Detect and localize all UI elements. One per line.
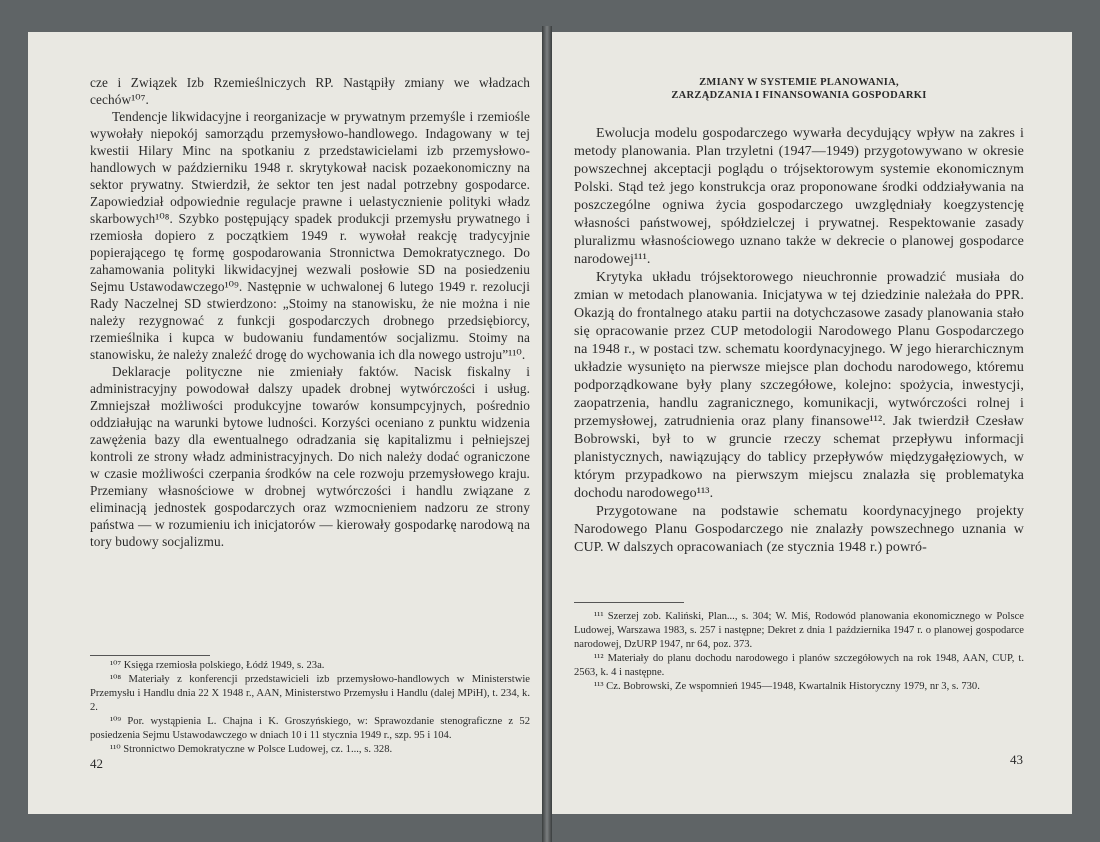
right-paragraph-3: Przygotowane na podstawie schematu koordynacyjnego projekty Narodowego Planu Gospodarczego nie znalazły powszechnego uznania w CUP. W dalszych opracowaniach (ze stycznia 1948 r.) powró- xyxy=(574,504,1024,555)
right-page xyxy=(552,32,1072,814)
right-body-text xyxy=(574,125,1024,557)
section-heading-line-2: ZARZĄDZANIA I FINANSOWANIA GOSPODARKI xyxy=(671,90,927,101)
footnote-112: ¹¹² Materiały do planu dochodu narodowego i planów szczegółowych na rok 1948, AAN, CUP, t. 2563, k. 4 i następne. xyxy=(574,653,1024,678)
footnote-108: ¹⁰⁸ Materiały z konferencji przedstawicieli izb przemysłowo-handlowych w Ministerstwie Przemysłu i Handlu dnia 22 X 1948 r., AAN, Ministerstwo Przemysłu i Handlu (dalej MPiH), t. 234, k. 2. xyxy=(90,674,530,713)
left-paragraph-3: Deklaracje polityczne nie zmieniały faktów. Nacisk fiskalny i administracyjny powodował dalszy upadek drobnej wytwórczości i usług. Zmniejszał możliwości produkcyjne towarów konsumpcyjnych, pośrednio oddziałując na warunki bytowe ludności. Korzyści oceniano z punktu widzenia zawężenia bazy dla ewentualnego odradzania się kapitalizmu i pełniejszej kontroli ze strony władz administracyjnych. Do nich należy dodać ograniczone w czasie możliwości czerpania środków na cele rozwoju przemysłowego kraju. Przemiany własnościowe w drobnej wytwórczości i handlu związane z eliminacją jednostek gospodarczych oraz wzmocnieniem nadzoru ze strony państwa — w rozumieniu ich inicjatorów — kierowały gospodarkę narodową na tory budowy socjalizmu. xyxy=(90,364,530,549)
right-footnote-rule xyxy=(574,602,684,603)
right-footnotes xyxy=(574,610,1024,694)
left-body-text xyxy=(90,74,530,550)
footnote-109: ¹⁰⁹ Por. wystąpienia L. Chajna i K. Groszyńskiego, w: Sprawozdanie stenograficzne z 52 posiedzenia Sejmu Ustawodawczego w dniach 10 i 11 stycznia 1949 r., szp. 95 i 104. xyxy=(90,716,530,741)
footnote-107: ¹⁰⁷ Księga rzemiosła polskiego, Łódź 1949, s. 23a. xyxy=(110,660,325,671)
footnote-111: ¹¹¹ Szerzej zob. Kaliński, Plan..., s. 304; W. Miś, Rodowód planowania ekonomicznego w Polsce Ludowej, Warszawa 1983, s. 257 i następne; Dekret z dnia 1 października 1947 r. o planowej gospodarce narodowej, DzURP 1947, nr 64, poz. 373. xyxy=(574,611,1024,650)
right-paragraph-2: Krytyka układu trójsektorowego nieuchronnie prowadzić musiała do zmian w metodach planowania. Inicjatywa w tej dziedzinie należała do PPR. Okazją do frontalnego ataku partii na dotychczasowe zasady planowania stało się opracowanie przez CUP metodologii Narodowego Planu Gospodarczego na 1948 r., w postaci tzw. schematu koordynacyjnego. W jego hierarchicznym układzie wysunięto na pierwsze miejsce plan dochodu narodowego, któremu podporządkowane były plany szczegółowe, kolejno: spożycia, inwestycji, zaopatrzenia, handlu zagranicznego, komunikacji, wytwórczości rolnej i przemysłowej, zatrudnienia oraz plany finansowe¹¹². Jak twierdził Czesław Bobrowski, był to w gruncie rzeczy schemat przepływu informacji planistycznych, nawiązujący do tablicy przepływów międzygałęziowych, w którym przypadkowo na pierwszym miejscu znalazła się problematyka dochodu narodowego¹¹³. xyxy=(574,270,1024,501)
left-footnote-rule xyxy=(90,655,210,656)
footnote-110: ¹¹⁰ Stronnictwo Demokratyczne w Polsce Ludowej, cz. 1..., s. 328. xyxy=(110,744,393,755)
left-page xyxy=(28,32,542,814)
left-paragraph-2: Tendencje likwidacyjne i reorganizacje w prywatnym przemyśle i rzemiośle wywołały niepokój samorządu przemysłowo-handlowego. Indagowany w tej kwestii Hilary Minc na spotkaniu z przedstawicielami izb przemysłowo-handlowych w październiku 1948 r. skrytykował nacisk pozaekonomiczny na sektor prywatny. Stwierdził, że sektor ten jest nadal potrzebny gospodarce. Zapowiedział odpowiednie regulacje prawne i uelastycznienie polityki władz skarbowych¹⁰⁸. Szybko postępujący spadek produkcji przemysłu prywatnego i rzemiosła dopiero z początkiem 1949 r. wywołał reakcję tradycyjnie popierającego tę formę gospodarowania Stronnictwa Demokratycznego. Do zahamowania polityki likwidacyjnej wezwali posłowie SD na posiedzeniu Sejmu Ustawodawczego¹⁰⁹. Następnie w uchwalonej 6 lutego 1949 r. rezolucji Rady Naczelnej SD stwierdzono: „Stoimy na stanowisku, że nie można i nie należy rezygnować z funkcji gospodarczych drobnego przedsiębiorcy, rzemieślnika i kupca w budowaniu fundamentów socjalizmu. Stoimy na stanowisku, że należy znaleźć drogę do wychowania ich dla nowego ustroju”¹¹⁰. xyxy=(90,109,530,362)
section-heading-line-1: ZMIANY W SYSTEMIE PLANOWANIA, xyxy=(699,77,899,88)
left-footnotes xyxy=(90,659,530,757)
right-paragraph-1: Ewolucja modelu gospodarczego wywarła decydujący wpływ na zakres i metody planowania. Plan trzyletni (1947—1949) przygotowywano w okresie powszechnej akceptacji poglądu o trójsektorowym systemie ekonomicznym Polski. Stąd też jego konstrukcja oraz proponowane środki oddziaływania na poszczególne ogniwa życia gospodarczego uwzględniały koegzystencję własności państwowej, spółdzielczej i prywatnej. Respektowanie zasady pluralizmu własnościowego uznano także w dekrecie o planowej gospodarce narodowej¹¹¹. xyxy=(574,126,1024,267)
book-gutter xyxy=(542,26,552,842)
right-page-number: 43 xyxy=(1010,752,1023,767)
footnote-113: ¹¹³ Cz. Bobrowski, Ze wspomnień 1945—1948, Kwartalnik Historyczny 1979, nr 3, s. 730. xyxy=(594,681,980,692)
section-heading xyxy=(574,76,1024,102)
left-page-number: 42 xyxy=(90,756,103,771)
left-paragraph-1: cze i Związek Izb Rzemieślniczych RP. Nastąpiły zmiany we władzach cechów¹⁰⁷. xyxy=(90,75,530,107)
